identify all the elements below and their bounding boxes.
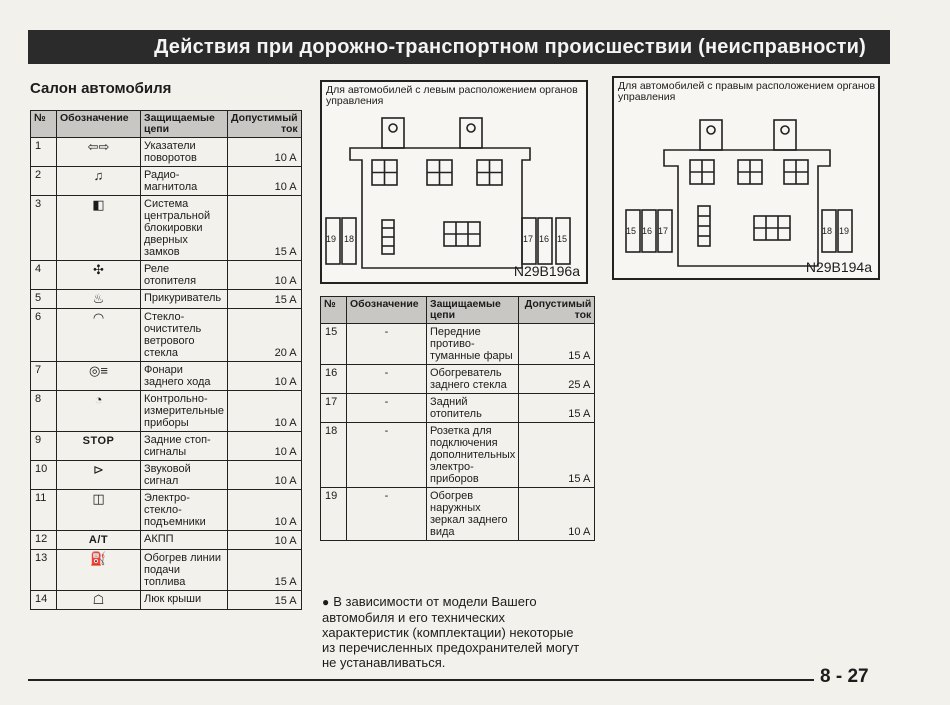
fuse-number: 4 <box>31 261 57 290</box>
fuse-symbol: - <box>347 324 427 365</box>
automatic-transmission-icon: A/T <box>88 534 109 546</box>
table-row <box>31 391 302 432</box>
fuse-symbol <box>57 290 141 309</box>
table-row <box>321 365 595 394</box>
fuse-symbol: - <box>347 365 427 394</box>
fuse-box-drawing <box>614 78 878 278</box>
fuse-number: 7 <box>31 362 57 391</box>
fuse-circuit: Система центральной блокировки дверных замков <box>141 196 228 261</box>
fuse-circuit: Звуковой сигнал <box>141 461 228 490</box>
fuse-current: 10 A <box>228 138 302 167</box>
fuse-circuit: Люк крыши <box>141 591 228 610</box>
table-row <box>31 490 302 531</box>
note-paragraph <box>322 594 590 670</box>
table-row <box>31 138 302 167</box>
fuse-current: 15 A <box>519 394 595 423</box>
table-row <box>31 591 302 610</box>
table-row <box>31 531 302 550</box>
fuse-symbol <box>57 550 141 591</box>
fuel-heater-icon: ⛽ <box>90 551 107 566</box>
table-row <box>31 432 302 461</box>
fuse-current: 10 A <box>519 488 595 541</box>
fuse-number: 16 <box>321 365 347 394</box>
reverse-light-icon: ◎≡ <box>89 363 108 378</box>
diagram-caption-lhd: Для автомобилей с левым расположением органов управления <box>326 84 578 107</box>
fuse-symbol: - <box>347 488 427 541</box>
fuse-current: 10 A <box>228 261 302 290</box>
table-row <box>31 261 302 290</box>
fuse-circuit: Обогреватель заднего стекла <box>427 365 519 394</box>
diagram-code-lhd: N29B196a <box>513 263 580 279</box>
fuse-current: 25 A <box>519 365 595 394</box>
fuse-symbol <box>57 432 141 461</box>
col-num: № <box>31 111 57 138</box>
fuse-circuit: Обогрев линии подачи топлива <box>141 550 228 591</box>
fuse-number: 5 <box>31 290 57 309</box>
fuse-current: 15 A <box>519 423 595 488</box>
fuse-circuit: Передние противо-туманные фары <box>427 324 519 365</box>
table-row <box>31 196 302 261</box>
fuse-circuit: АКПП <box>141 531 228 550</box>
table-row <box>321 423 595 488</box>
fan-icon: ✣ <box>93 262 104 277</box>
fuse-current: 15 A <box>228 196 302 261</box>
fuse-circuit: Указатели поворотов <box>141 138 228 167</box>
table-row <box>31 167 302 196</box>
fuse-symbol: - <box>347 423 427 488</box>
fuse-circuit: Радио-магнитола <box>141 167 228 196</box>
fuse-number: 9 <box>31 432 57 461</box>
fuse-symbol <box>57 391 141 432</box>
fuse-current: 15 A <box>519 324 595 365</box>
fuse-circuit: Розетка для подключения дополнительных электро-приборов <box>427 423 519 488</box>
table-header-row <box>321 297 595 324</box>
fuse-number: 17 <box>321 394 347 423</box>
door-lock-icon: ◧ <box>92 197 105 212</box>
fuse-box-drawing <box>322 82 586 282</box>
table-row <box>321 488 595 541</box>
bullet-icon: ● <box>322 595 330 609</box>
fuse-symbol <box>57 138 141 167</box>
fuse-current: 10 A <box>228 461 302 490</box>
fuse-current: 15 A <box>228 591 302 610</box>
table-row <box>31 461 302 490</box>
fuse-current: 10 A <box>228 362 302 391</box>
table-row <box>321 324 595 365</box>
fuse-symbol <box>57 531 141 550</box>
fuse-label-15: 15 <box>626 226 637 236</box>
col-circuits: Защищаемые цепи <box>141 111 228 138</box>
fuse-symbol <box>57 591 141 610</box>
table-row <box>31 309 302 362</box>
fuse-table-additional <box>320 296 595 541</box>
fuse-circuit: Фонари заднего хода <box>141 362 228 391</box>
fuse-label-17: 17 <box>658 226 669 236</box>
fuse-current: 10 A <box>228 432 302 461</box>
col-current: Допустимый ток <box>228 111 302 138</box>
fuse-label-16: 16 <box>539 234 550 244</box>
fuse-circuit: Задние стоп-сигналы <box>141 432 228 461</box>
fuse-number: 10 <box>31 461 57 490</box>
fuse-circuit: Контрольно-измерительные приборы <box>141 391 228 432</box>
table-row <box>321 394 595 423</box>
fuse-label-16: 16 <box>642 226 653 236</box>
fuse-number: 6 <box>31 309 57 362</box>
fuse-number: 19 <box>321 488 347 541</box>
page-header <box>28 30 890 64</box>
fuse-circuit: Задний отопитель <box>427 394 519 423</box>
fuse-symbol <box>57 261 141 290</box>
section-title: Салон автомобиля <box>30 80 172 97</box>
fuse-number: 15 <box>321 324 347 365</box>
fuse-symbol <box>57 309 141 362</box>
fuse-number: 13 <box>31 550 57 591</box>
table-row <box>31 362 302 391</box>
turn-signal-icon: ⇦⇨ <box>87 139 110 154</box>
sunroof-icon: ☖ <box>92 592 105 607</box>
fuse-current: 10 A <box>228 167 302 196</box>
fuse-number: 12 <box>31 531 57 550</box>
stop-icon: STOP <box>82 435 115 447</box>
fuse-symbol <box>57 362 141 391</box>
col-num: № <box>321 297 347 324</box>
fuse-current: 10 A <box>228 490 302 531</box>
cigarette-lighter-icon: ♨ <box>92 291 105 306</box>
fuse-current: 20 A <box>228 309 302 362</box>
fuse-current: 15 A <box>228 290 302 309</box>
table-header-row <box>31 111 302 138</box>
fuse-table-interior <box>30 110 302 610</box>
fuse-label-19: 19 <box>839 226 850 236</box>
col-designation: Обозначение <box>347 297 427 324</box>
fuse-number: 14 <box>31 591 57 610</box>
horn-icon: ⊳ <box>93 462 104 477</box>
fuse-symbol: - <box>347 394 427 423</box>
fuse-circuit: Обогрев наружных зеркал заднего вида <box>427 488 519 541</box>
fuse-number: 2 <box>31 167 57 196</box>
note-text: В зависимости от модели Вашего автомобиля и его технических характеристик (комплектации) некоторые из перечисленных предохранителей могут не устанавливаться. <box>322 594 580 670</box>
fuse-current: 10 A <box>228 391 302 432</box>
diagram-caption-rhd: Для автомобилей с правым расположением органов управления <box>618 80 876 103</box>
table-row <box>31 290 302 309</box>
page-number: 8 - 27 <box>820 666 869 687</box>
fuse-number: 3 <box>31 196 57 261</box>
fuse-label-18: 18 <box>344 234 355 244</box>
windshield-wiper-icon: ◠ <box>92 310 105 325</box>
footer-divider <box>28 679 814 681</box>
fuse-box-diagram-rhd <box>612 76 880 280</box>
page-title: Действия при дорожно-транспортном происшествии (неисправности) <box>154 35 866 58</box>
fuse-label-18: 18 <box>822 226 833 236</box>
fuse-current: 15 A <box>228 550 302 591</box>
fuse-label-17: 17 <box>523 234 534 244</box>
fuse-number: 8 <box>31 391 57 432</box>
fuse-box-diagram-lhd <box>320 80 588 284</box>
col-designation: Обозначение <box>57 111 141 138</box>
fuse-symbol <box>57 490 141 531</box>
fuse-number: 1 <box>31 138 57 167</box>
fuse-circuit: Прикуриватель <box>141 290 228 309</box>
fuse-circuit: Электро-стекло-подъемники <box>141 490 228 531</box>
col-current: Допустимый ток <box>519 297 595 324</box>
fuse-symbol <box>57 167 141 196</box>
fuse-current: 10 A <box>228 531 302 550</box>
radio-icon: ♫ <box>93 168 104 183</box>
fuse-number: 18 <box>321 423 347 488</box>
fuse-label-19: 19 <box>326 234 337 244</box>
fuse-circuit: Стекло-очиститель ветрового стекла <box>141 309 228 362</box>
table-row <box>31 550 302 591</box>
fuse-circuit: Реле отопителя <box>141 261 228 290</box>
fuse-number: 11 <box>31 490 57 531</box>
fuse-label-15: 15 <box>557 234 568 244</box>
fuse-symbol <box>57 196 141 261</box>
power-window-icon: ◫ <box>92 491 105 506</box>
col-circuits: Защищаемые цепи <box>427 297 519 324</box>
fuse-symbol <box>57 461 141 490</box>
gauge-icon: ◔ <box>94 392 103 407</box>
diagram-code-rhd: N29B194a <box>805 259 872 275</box>
